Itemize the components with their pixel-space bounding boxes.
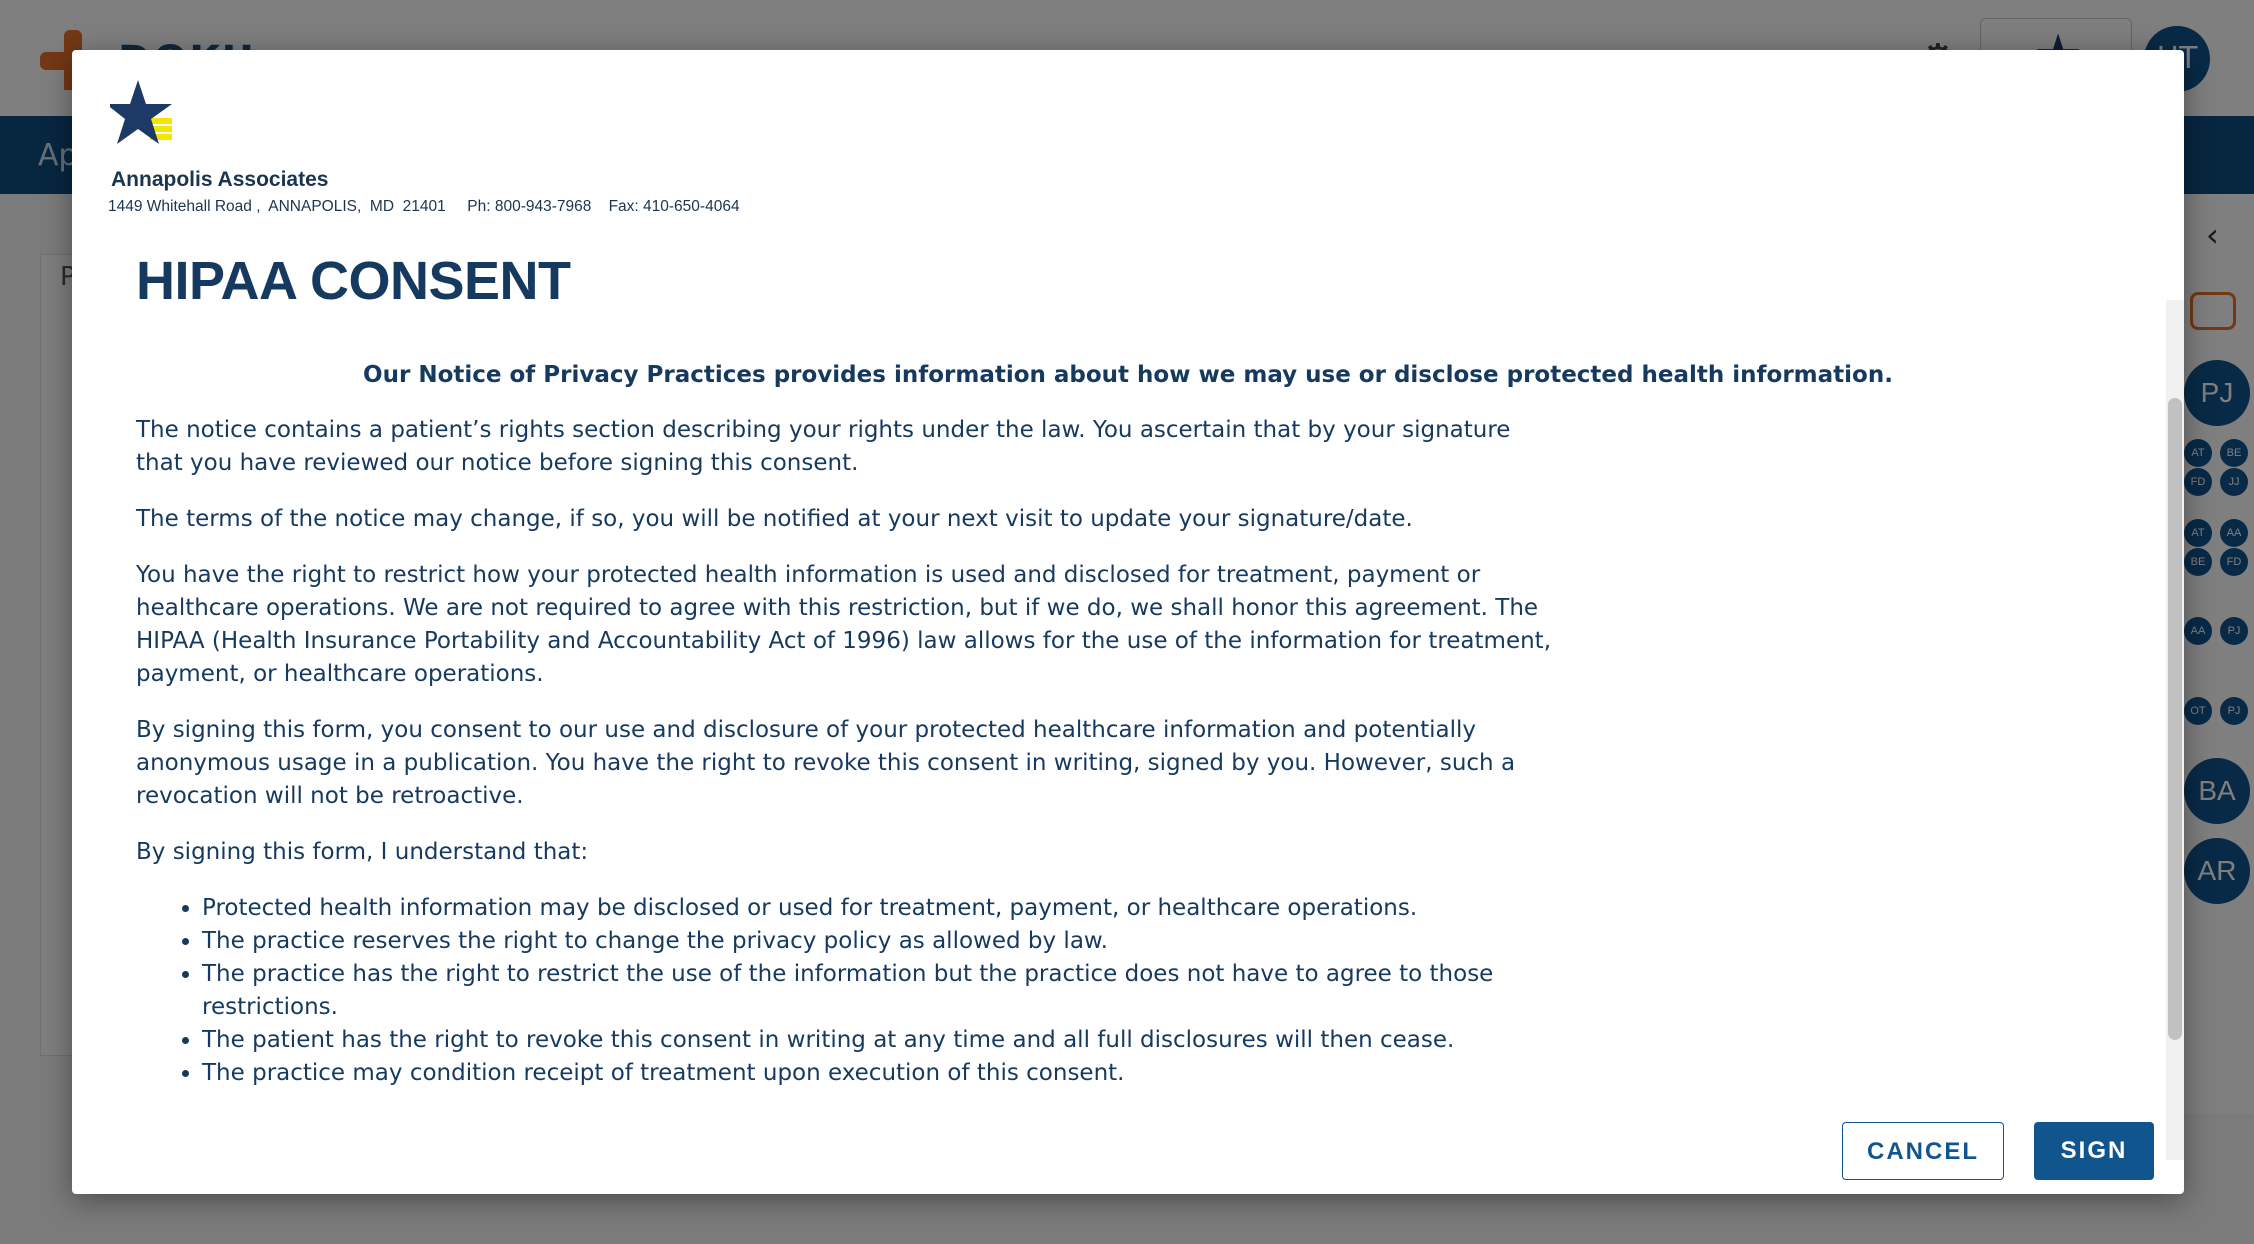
consent-body: [136, 414, 1556, 1090]
cancel-button[interactable]: CANCEL: [1842, 1122, 2004, 1180]
practice-contact: 1449 Whitehall Road , ANNAPOLIS, MD 21401 Ph: 800-943-7968 Fax: 410-650-4064: [108, 198, 740, 215]
practice-name: Annapolis Associates: [111, 168, 329, 191]
dialog-footer: [72, 1122, 2184, 1182]
consent-paragraph: By signing this form, you consent to our use and disclosure of your protected healthcare information and potentially anonymous usage in a publication. You have the right to revoke this consent in writing, signed by you. However, such a revocation will not be retroactive.: [136, 717, 1516, 809]
consent-paragraph: By signing this form, I understand that:: [136, 839, 589, 865]
page-title: HIPAA CONSENT: [136, 251, 571, 311]
list-item: • The patient has the right to revoke this consent in writing at any time and all full disclosures will then cease.: [202, 1024, 1556, 1057]
list-item: • The practice has the right to restrict the use of the information but the practice does not have to agree to those restrictions.: [202, 958, 1556, 1024]
consent-paragraph: The notice contains a patient’s rights section describing your rights under the law. You ascertain that by your signature that you have reviewed our notice before signing this consent.: [136, 417, 1511, 476]
list-item: • The practice reserves the right to change the privacy policy as allowed by law.: [202, 925, 1556, 958]
consent-subtitle: Our Notice of Privacy Practices provides information about how we may use or disclose protected health information.: [363, 362, 1893, 388]
sign-button[interactable]: SIGN: [2034, 1122, 2154, 1180]
consent-paragraph: The terms of the notice may change, if so, you will be notified at your next visit to update your signature/date.: [136, 506, 1413, 532]
consent-paragraph: You have the right to restrict how your protected health information is used and disclosed for treatment, payment or healthcare operations. We are not required to agree with this restriction, but if we do, we shall honor this agreement. The HIPAA (Health Insurance Portability and Accountability Act of 1996) law allows for the use of the information for treatment, payment, or healthcare operations.: [136, 562, 1552, 687]
list-item: • Protected health information may be disclosed or used for treatment, payment, or healthcare operations.: [202, 892, 1556, 925]
practice-logo-icon: [110, 78, 182, 150]
hipaa-consent-dialog: [72, 50, 2184, 1194]
scrollbar-track[interactable]: [2166, 300, 2184, 1160]
scrollbar-thumb[interactable]: [2168, 398, 2182, 1040]
consent-list: [136, 892, 1556, 1090]
list-item: • The practice may condition receipt of treatment upon execution of this consent.: [202, 1057, 1556, 1090]
